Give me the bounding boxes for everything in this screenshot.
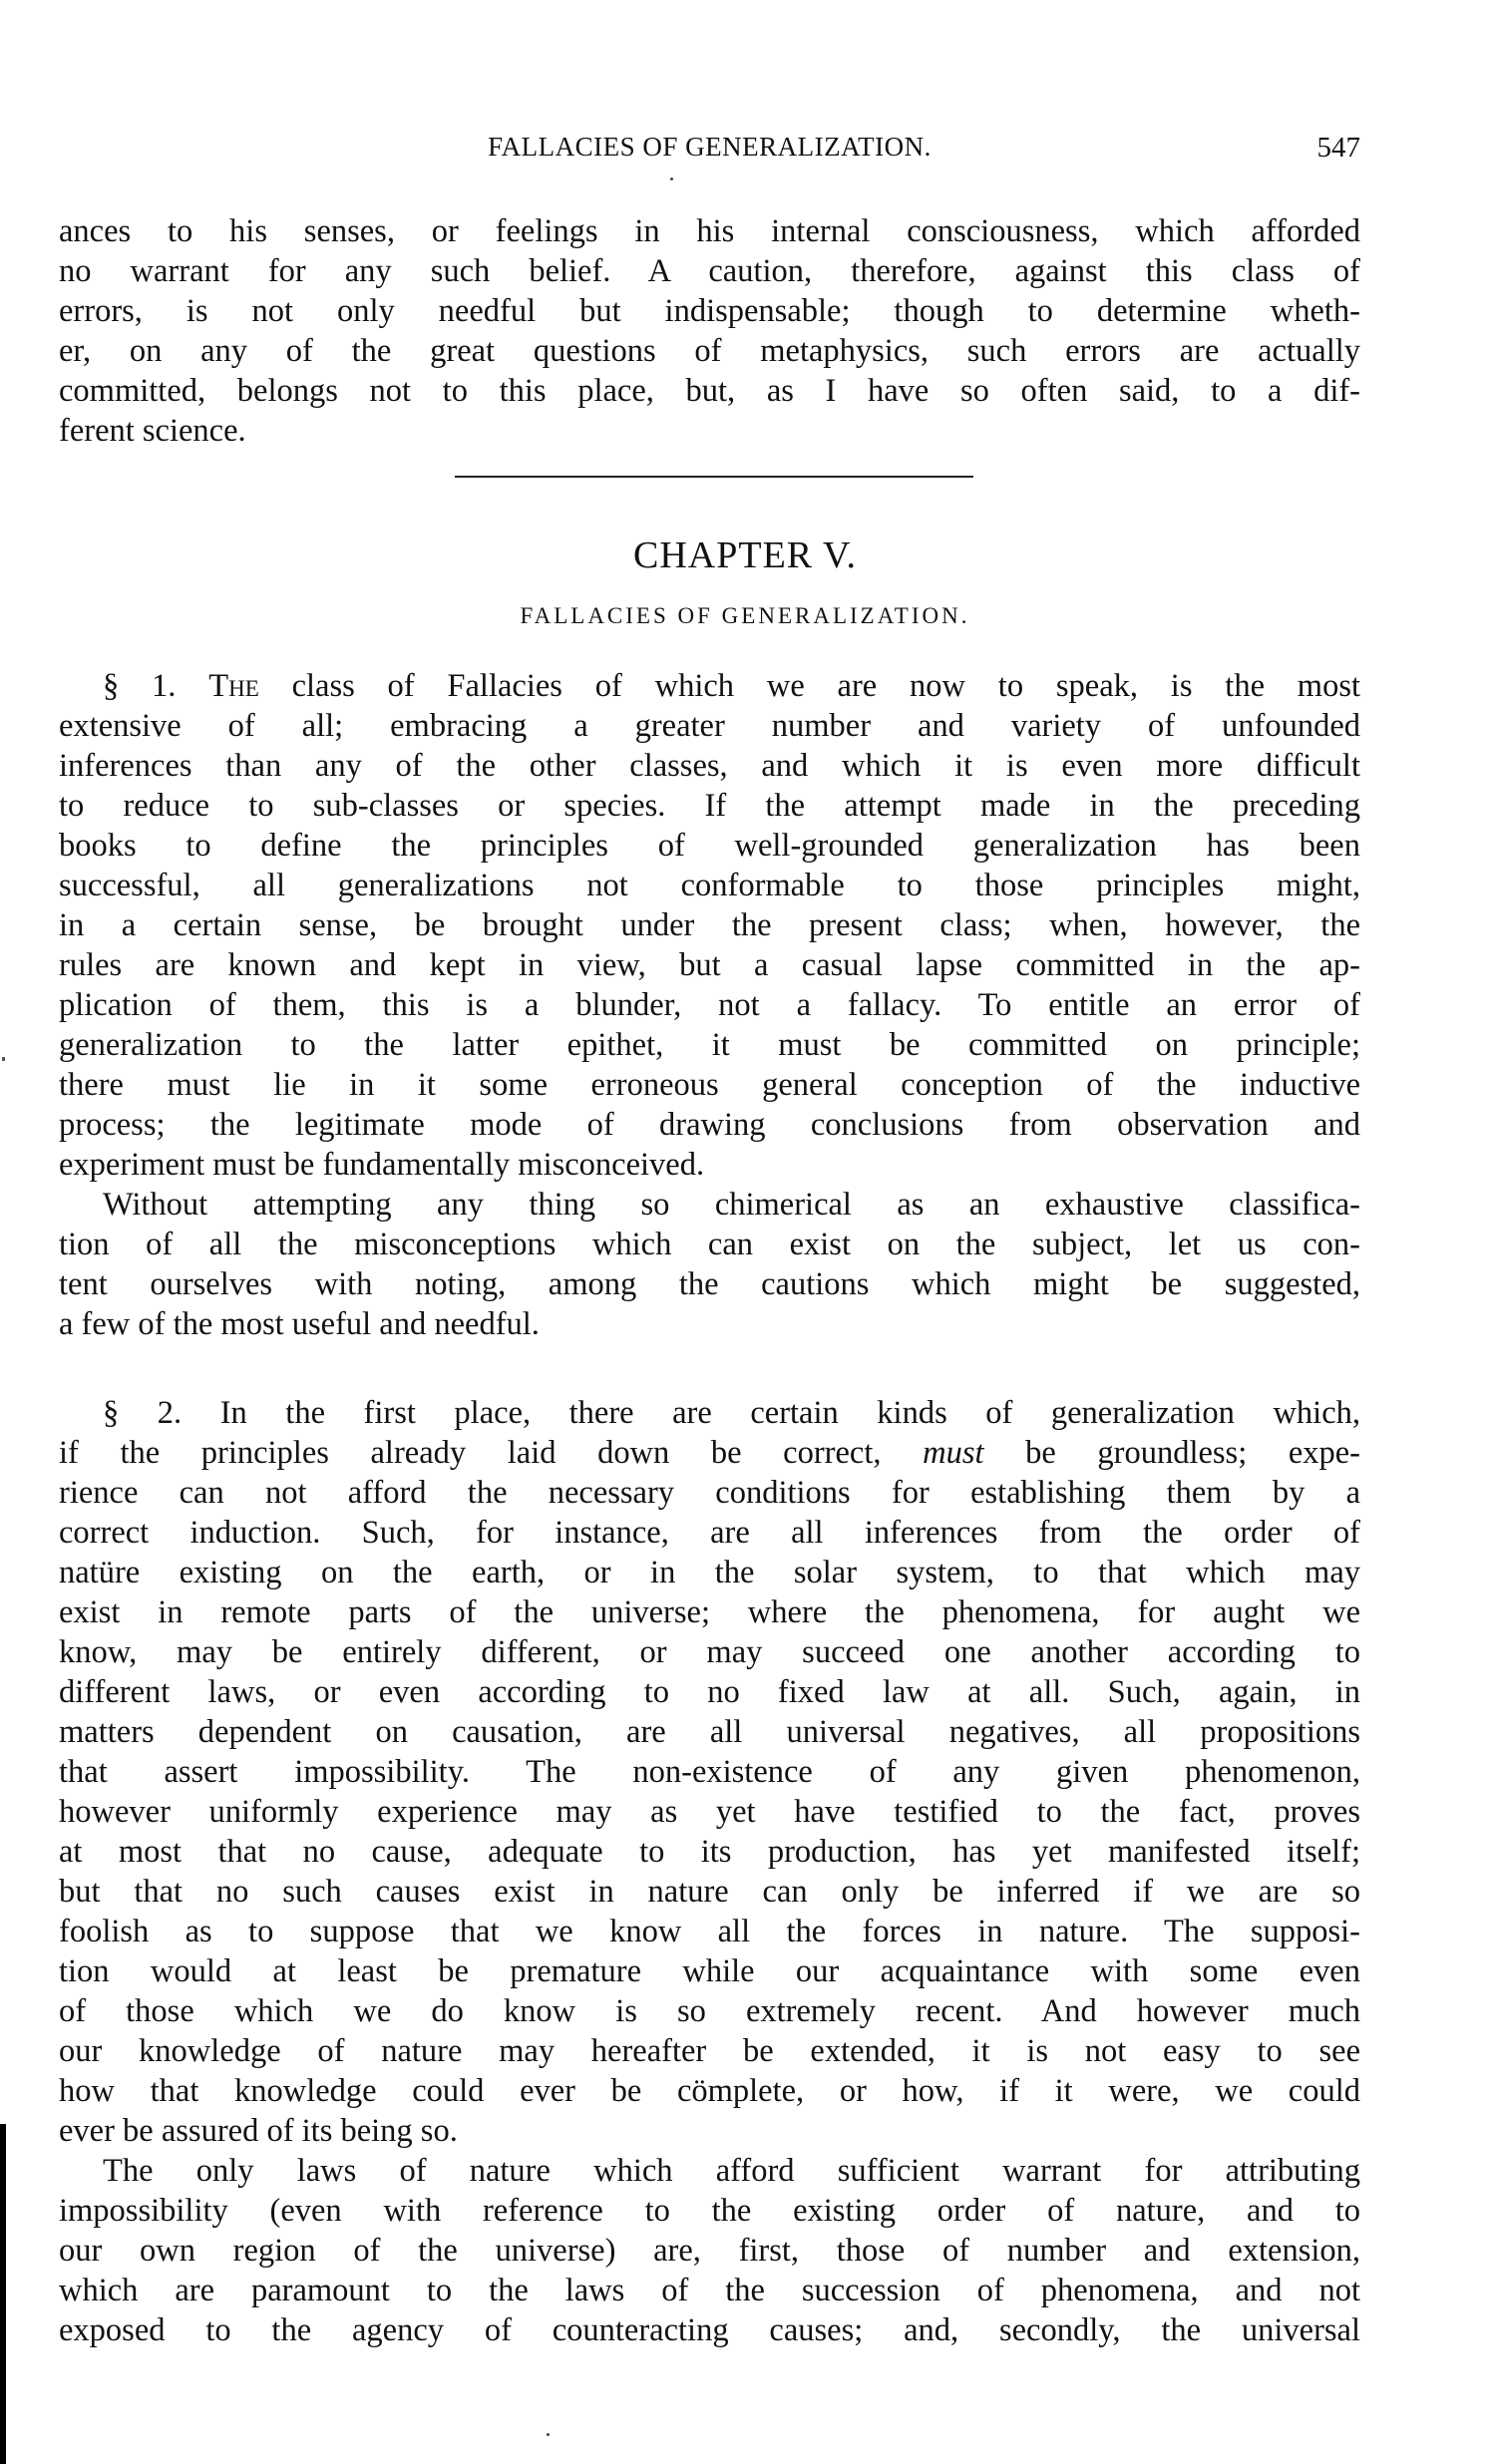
text-line: ferent science. [59, 413, 246, 449]
emphasis-must: must [923, 1435, 984, 1471]
text-line: however uniformly experience may as yet have testified to the fact, proves [59, 1794, 1360, 1830]
text-line: The only laws of nature which afford sufficient warrant for attributing [103, 2153, 1360, 2189]
text-line: generalization to the latter epithet, it must be committed on principle; [59, 1027, 1360, 1063]
scan-edge-bar [0, 2124, 6, 2464]
text-line: our knowledge of nature may hereafter be extended, it is not easy to see [59, 2033, 1360, 2069]
text-line: but that no such causes exist in nature can only be inferred if we are so [59, 1874, 1360, 1910]
text-line: exist in remote parts of the universe; where the phenomena, for aught we [59, 1594, 1360, 1630]
text-line: in a certain sense, be brought under the present class; when, however, the [59, 907, 1360, 943]
lead-word: The [208, 668, 259, 704]
text-line: ances to his senses, or feelings in his internal consciousness, which afforded [59, 213, 1360, 249]
section-mark: § 2. [103, 1395, 183, 1431]
text-line: plication of them, this is a blunder, not a fallacy. To entitle an error of [59, 987, 1360, 1023]
text-line: inferences than any of the other classes, and which it is even more difficult [59, 748, 1360, 784]
text-line: of those which we do know is so extremely recent. And however much [59, 1993, 1360, 2029]
text-run: In the first place, there are certain kinds of generalization which, [182, 1395, 1361, 1431]
text-line: extensive of all; embracing a greater number and variety of unfounded [59, 708, 1360, 744]
text-line: how that knowledge could ever be cömplete, or how, if it were, we could [59, 2073, 1360, 2109]
section-2-first-line [59, 1393, 1360, 1433]
text-line-with-italic [59, 1433, 1360, 1473]
text-line: successful, all generalizations not conformable to those principles might, [59, 868, 1360, 903]
page-number: 547 [1316, 132, 1360, 164]
section-1-first-line [59, 666, 1360, 706]
text-line: tion of all the misconceptions which can exist on the subject, let us con- [59, 1227, 1360, 1262]
text-line: committed, belongs not to this place, but, as I have so often said, to a dif- [59, 373, 1360, 409]
text-line: no warrant for any such belief. A caution, therefore, against this class of [59, 253, 1360, 289]
running-title: FALLACIES OF GENERALIZATION. [488, 132, 931, 162]
text-line: er, on any of the great questions of metaphysics, such errors are actually [59, 333, 1360, 369]
scan-speck [547, 2433, 550, 2436]
text-line: exposed to the agency of counteracting causes; and, secondly, the universal [59, 2312, 1360, 2348]
text-line: a few of the most useful and needful. [59, 1306, 540, 1342]
text-run: be groundless; expe- [983, 1435, 1360, 1471]
text-line: ever be assured of its being so. [59, 2113, 458, 2149]
continuation-paragraph [59, 211, 1360, 451]
scan-speck [670, 177, 673, 180]
text-line: correct induction. Such, for instance, are all inferences from the order of [59, 1515, 1360, 1551]
chapter-subtitle: FALLACIES OF GENERALIZATION. [520, 603, 970, 628]
text-line: rience can not afford the necessary conditions for establishing them by a [59, 1475, 1360, 1511]
text-line: foolish as to suppose that we know all the forces in nature. The supposi- [59, 1914, 1360, 1949]
text-line: rules are known and kept in view, but a casual lapse committed in the ap- [59, 947, 1360, 983]
section-mark: § 1. [103, 668, 177, 704]
text-line: books to define the principles of well-grounded generalization has been [59, 828, 1360, 864]
text-line: different laws, or even according to no fixed law at all. Such, again, in [59, 1674, 1360, 1710]
text-line: at most that no cause, adequate to its production, has yet manifested itself; [59, 1834, 1360, 1870]
text-line: tion would at least be premature while our acquaintance with some even [59, 1953, 1360, 1989]
text-line: experiment must be fundamentally misconceived. [59, 1147, 705, 1183]
text-line: that assert impossibility. The non-existence of any given phenomenon, [59, 1754, 1360, 1790]
chapter-title: CHAPTER V. [633, 534, 857, 576]
text-line: which are paramount to the laws of the succession of phenomena, and not [59, 2273, 1360, 2308]
section-1 [59, 666, 1360, 1344]
text-line: matters dependent on causation, are all universal negatives, all propositions [59, 1714, 1360, 1750]
text-run: class of Fallacies of which we are now to speak, is the most [258, 668, 1361, 704]
text-line: to reduce to sub-classes or species. If the attempt made in the preceding [59, 788, 1360, 824]
text-line: Without attempting any thing so chimerical as an exhaustive classifica- [103, 1187, 1360, 1223]
running-head [59, 132, 1360, 172]
scan-mark [2, 1057, 5, 1061]
section-2 [59, 1393, 1360, 2350]
text-line: there must lie in it some erroneous general conception of the inductive [59, 1067, 1360, 1103]
text-line: impossibility (even with reference to the existing order of nature, and to [59, 2193, 1360, 2229]
text-line: know, may be entirely different, or may succeed one another according to [59, 1634, 1360, 1670]
text-line: our own region of the universe) are, first, those of number and extension, [59, 2233, 1360, 2269]
text-line: natüre existing on the earth, or in the solar system, to that which may [59, 1555, 1360, 1590]
text-line: errors, is not only needful but indispensable; though to determine wheth- [59, 293, 1360, 329]
text-line: process; the legitimate mode of drawing conclusions from observation and [59, 1107, 1360, 1143]
text-line: tent ourselves with noting, among the cautions which might be suggested, [59, 1266, 1360, 1302]
text-run: if the principles already laid down be correct, [59, 1435, 924, 1471]
chapter-divider-rule [455, 476, 973, 478]
